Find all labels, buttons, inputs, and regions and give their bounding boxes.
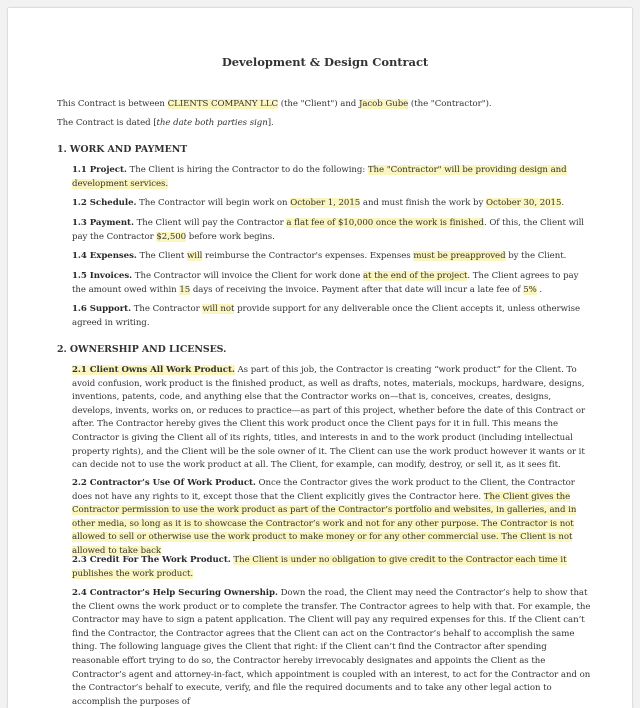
document-title: Development & Design Contract: [221, 55, 429, 69]
clause-1-6-support: 1.6 Support. The Contractor will not provide support for any deliverable once the Client accepts it, unless otherwise agreed in writing.: [72, 304, 581, 328]
section-heading-ownership: 2. OWNERSHIP AND LICENSES.: [57, 344, 227, 355]
contractor-name: Jacob Gube: [358, 99, 409, 109]
contract-date: the date both parties sign: [156, 118, 268, 128]
clause-2-2-contractor-use: 2.2 Contractor’s Use Of Work Product. Once the Contractor gives the work product to the Client, the Contractor does not have any rights to it, except those that the Client explicitly gives the Contractor here. The Client gives the Contractor permission to use the work product as part of the Contractor’s portfolio and websites, in galleries, and in other media, so long as it is to showcase the Contractor’s work and not for any other purpose. The Contractor is not allowed to sell or otherwise use the work product to make money or for any other commercial use. The Client is not allowed to take back: [72, 478, 577, 556]
intro-date: The Contract is dated [the date both parties sign].: [57, 118, 274, 128]
section-heading-work-payment: 1. WORK AND PAYMENT: [57, 144, 188, 155]
clause-1-2-schedule: 1.2 Schedule. The Contractor will begin work on October 1, 2015 and must finish the work by October 30, 2015.: [72, 198, 565, 208]
clause-1-1-project: 1.1 Project. The Client is hiring the Contractor to do the following: The "Contractor" will be providing design and development services.: [72, 165, 567, 189]
contract-page: [8, 8, 632, 708]
clause-2-3-credit: 2.3 Credit For The Work Product. The Client is under no obligation to give credit to the Contractor each time it publishes the work product.: [72, 555, 567, 579]
clause-1-3-payment: 1.3 Payment. The Client will pay the Contractor a flat fee of $10,000 once the work is finished. Of this, the Client will pay the Contractor $2,500 before work begins.: [72, 218, 584, 242]
clause-2-1-client-owns: 2.1 Client Owns All Work Product. As part of this job, the Contractor is creating “work product” for the Client. To avoid confusion, work product is the finished product, as well as drafts, notes, materials, mockups, hardware, designs, inventions, patents, code, and anything else that the Contractor works on—that is, conceives, creates, designs, develops, invents, works on, or reduces to practice—as part of this project, whether before the date of this Contract or after. The Contractor hereby gives the Client this work product once the Client pays for it in full. This means the Contractor is giving the Client all of its rights, titles, and interests in and to the work product (including intellectual property rights), and the Client will be the sole owner of it. The Client can use the work product however it wants or it can decide not to use the work product at all. The Client, for example, can modify, destroy, or sell it, as it sees fit.: [72, 365, 586, 471]
intro-parties: This Contract is between CLIENTS COMPANY LLC (the "Client") and Jacob Gube (the "Contractor").: [57, 99, 492, 109]
clause-2-4-help-securing: 2.4 Contractor’s Help Securing Ownership. Down the road, the Client may need the Contractor’s help to show that the Client owns the work product or to complete the transfer. The Contractor agrees to help with that. For example, the Contractor may have to sign a patent application. The Client will pay any required expenses for this. If the Client can’t find the Contractor, the Contractor agrees that the Client can act on the Contractor’s behalf to accomplish the same thing. The following language gives the Client that right: if the Client can’t find the Contractor after spending reasonable effort trying to do so, the Contractor hereby irrevocably designates and appoints the Client as the Contractor’s agent and attorney-in-fact, which appointment is coupled with an interest, to act for the Contractor and on the Contractor’s behalf to execute, verify, and file the required documents and to take any other legal action to accomplish the purposes of: [72, 588, 591, 707]
clause-1-5-invoices: 1.5 Invoices. The Contractor will invoice the Client for work done at the end of the project. The Client agrees to pay the amount owed within 15 days of receiving the invoice. Payment after that date will incur a late fee of 5% .: [72, 271, 579, 295]
clause-1-4-expenses: 1.4 Expenses. The Client will reimburse the Contractor's expenses. Expenses must be preapproved by the Client.: [72, 251, 567, 261]
client-name: CLIENTS COMPANY LLC: [167, 99, 279, 109]
